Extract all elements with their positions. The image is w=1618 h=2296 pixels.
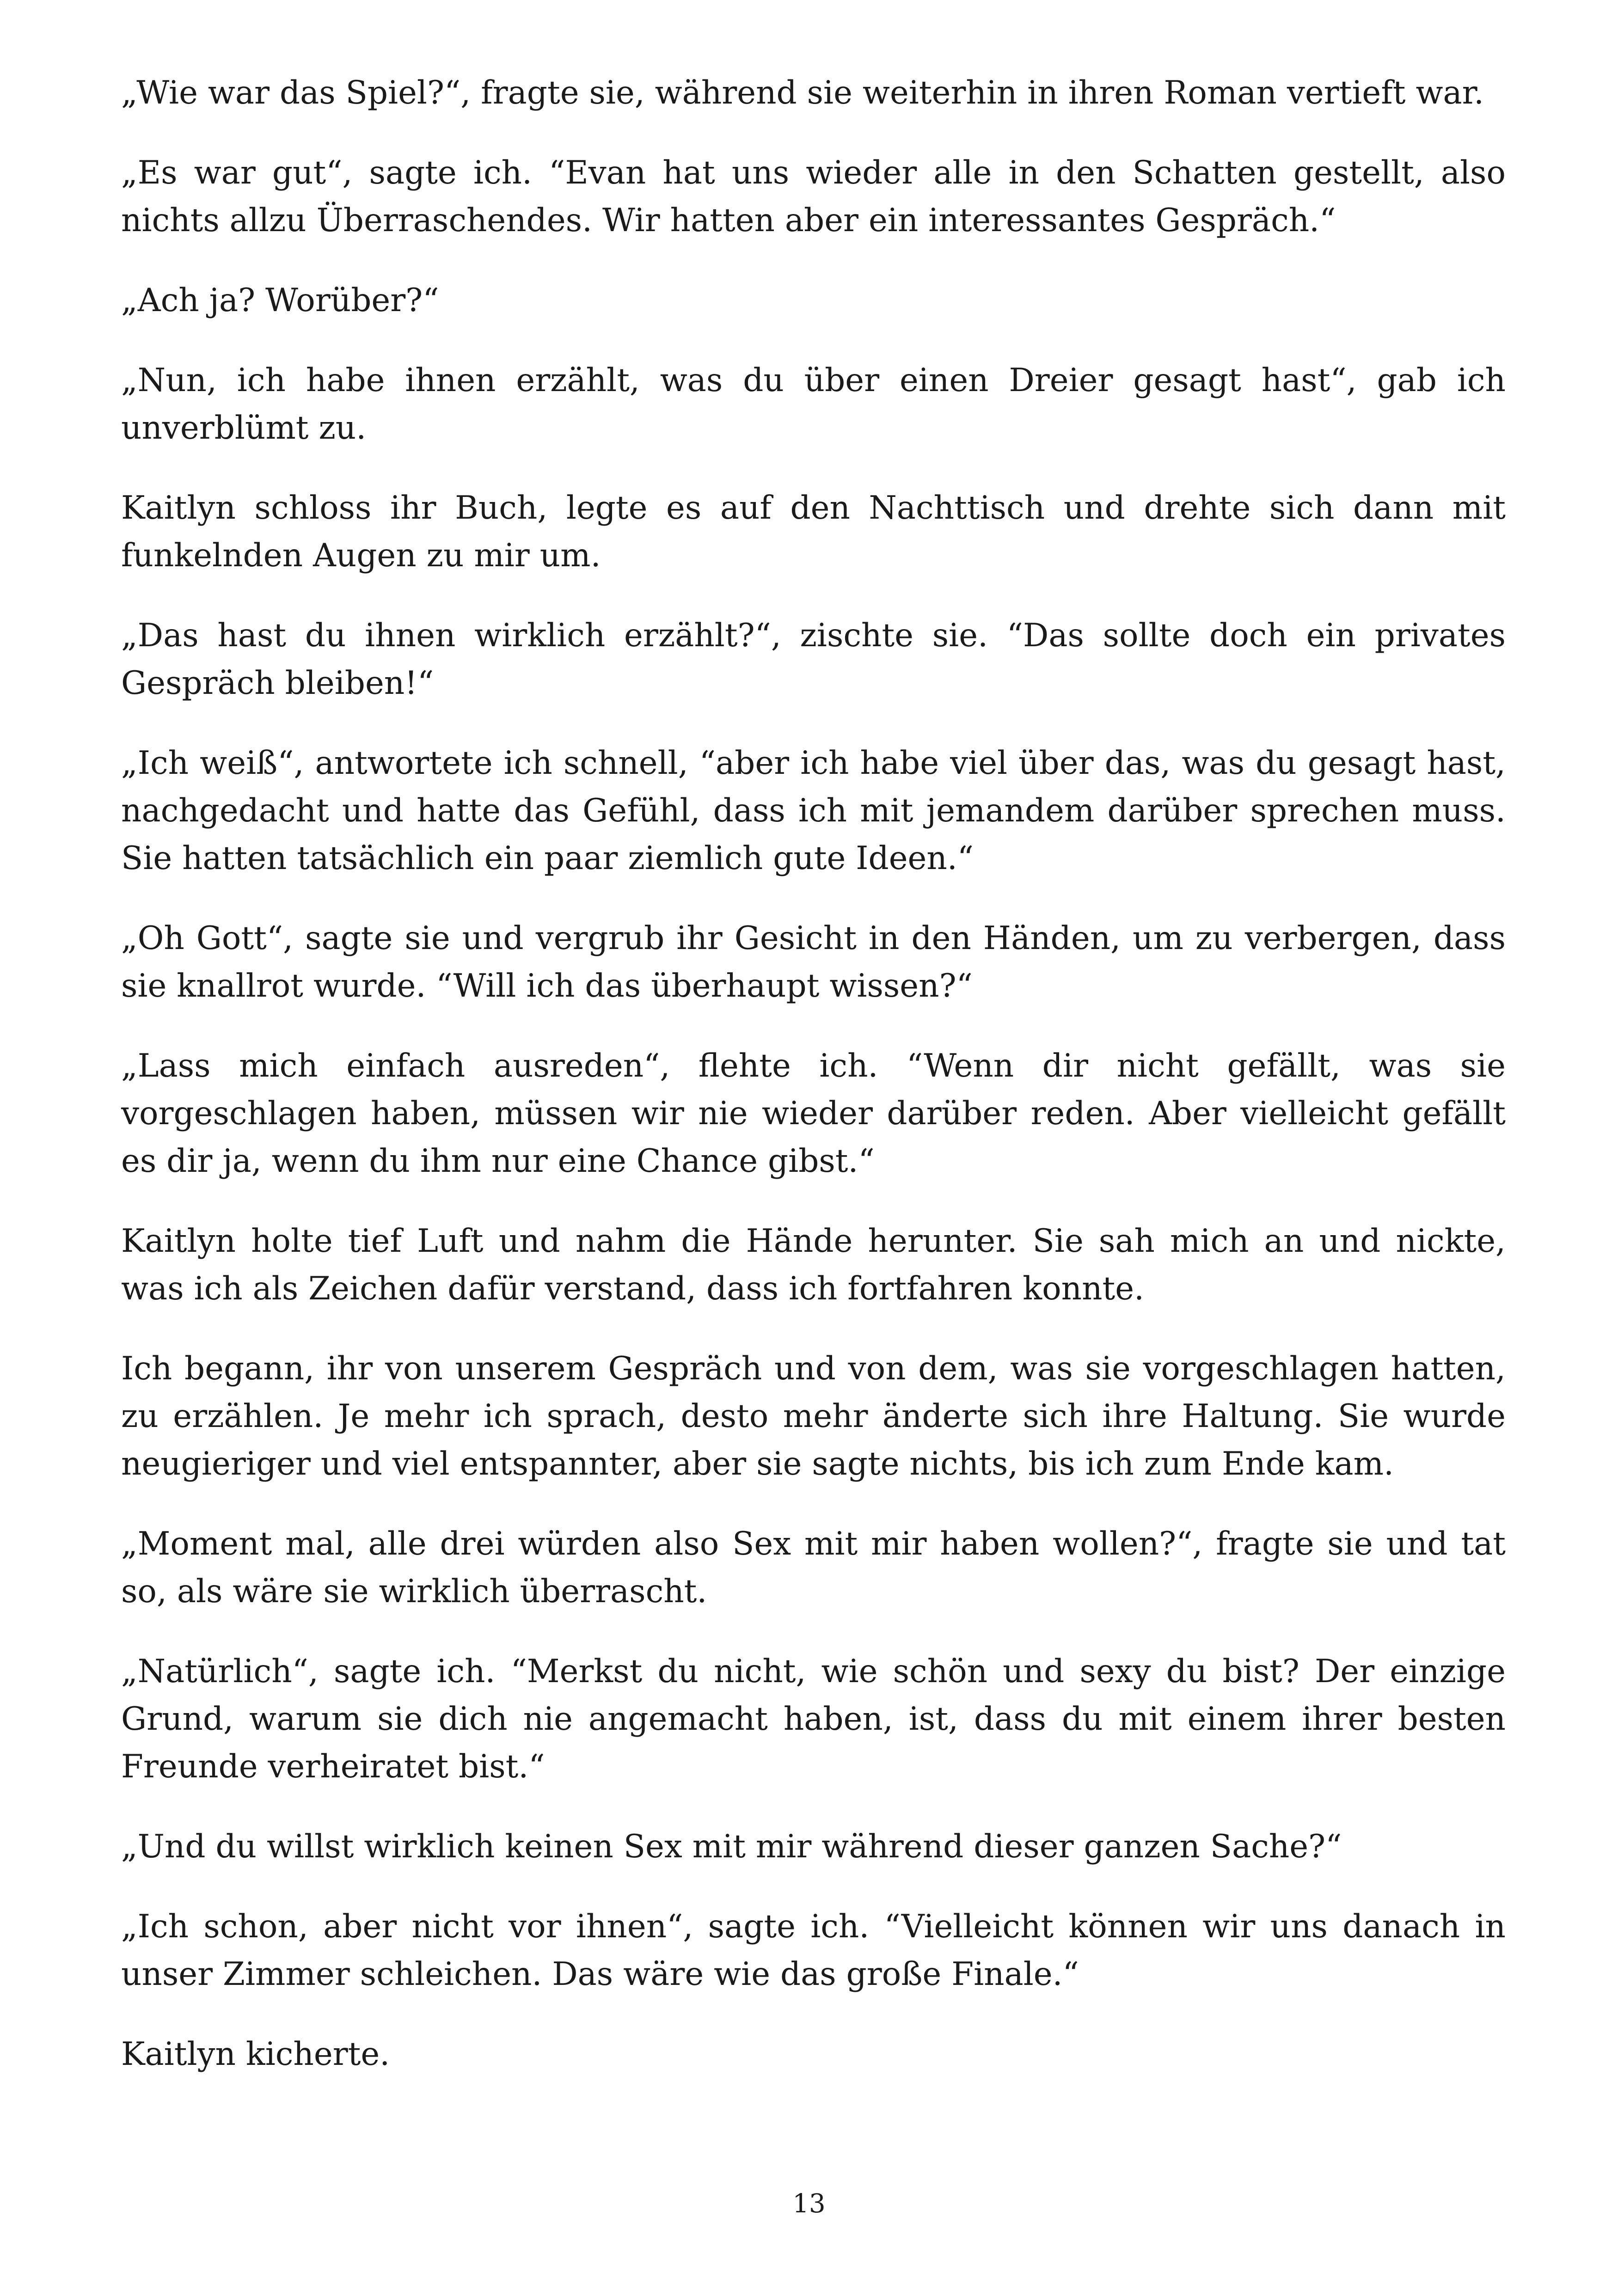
paragraph: „Wie war das Spiel?“, fragte sie, während sie weiterhin in ihren Roman vertieft war. bbox=[121, 74, 1484, 111]
paragraph: Ich begann, ihr von unserem Gespräch und von dem, was sie vorgeschlagen hatten, zu erzählen. Je mehr ich sprach, desto mehr änderte sich ihre Haltung. Sie wurde neugieriger und viel entspannter, aber sie sagte nichts, bis ich zum Ende kam. bbox=[121, 1350, 1506, 1482]
paragraph: „Und du willst wirklich keinen Sex mit mir während dieser ganzen Sache?“ bbox=[121, 1828, 1342, 1865]
paragraph: „Ach ja? Worüber?“ bbox=[121, 282, 439, 319]
page-number: 13 bbox=[792, 2189, 826, 2219]
paragraph: „Ich weiß“, antwortete ich schnell, “aber ich habe viel über das, was du gesagt hast, nachgedacht und hatte das Gefühl, dass ich mit jemandem darüber sprechen muss. Sie hatten tatsächlich ein paar ziemlich gute Ideen.“ bbox=[121, 745, 1506, 877]
paragraph: „Natürlich“, sagte ich. “Merkst du nicht, wie schön und sexy du bist? Der einzige Grund, warum sie dich nie angemacht haben, ist, dass du mit einem ihrer besten Freunde verheiratet bist.“ bbox=[121, 1653, 1506, 1785]
paragraph: „Nun, ich habe ihnen erzählt, was du über einen Dreier gesagt hast“, gab ich unverblümt zu. bbox=[121, 362, 1506, 447]
paragraph: „Lass mich einfach ausreden“, flehte ich. “Wenn dir nicht gefällt, was sie vorgeschlagen haben, müssen wir nie wieder darüber reden. Aber vielleicht gefällt es dir ja, wenn du ihm nur eine Chance gibst.“ bbox=[121, 1047, 1506, 1180]
paragraph: „Oh Gott“, sagte sie und vergrub ihr Gesicht in den Händen, um zu verbergen, dass sie knallrot wurde. “Will ich das überhaupt wissen?“ bbox=[121, 920, 1506, 1004]
paragraph: „Es war gut“, sagte ich. “Evan hat uns wieder alle in den Schatten gestellt, also nichts allzu Überraschendes. Wir hatten aber ein interessantes Gespräch.“ bbox=[121, 154, 1506, 239]
paragraph: „Ich schon, aber nicht vor ihnen“, sagte ich. “Vielleicht können wir uns danach in unser Zimmer schleichen. Das wäre wie das große Finale.“ bbox=[121, 1908, 1506, 1993]
paragraph: Kaitlyn kicherte. bbox=[121, 2036, 390, 2073]
paragraph: „Moment mal, alle drei würden also Sex mit mir haben wollen?“, fragte sie und tat so, als wäre sie wirklich überrascht. bbox=[121, 1525, 1506, 1610]
paragraph: Kaitlyn schloss ihr Buch, legte es auf den Nachttisch und drehte sich dann mit funkelnden Augen zu mir um. bbox=[121, 490, 1506, 574]
paragraph: „Das hast du ihnen wirklich erzählt?“, zischte sie. “Das sollte doch ein privates Gespräch bleiben!“ bbox=[121, 617, 1506, 702]
body-text bbox=[121, 69, 1506, 2111]
paragraph: Kaitlyn holte tief Luft und nahm die Hände herunter. Sie sah mich an und nickte, was ich als Zeichen dafür verstand, dass ich fortfahren konnte. bbox=[121, 1223, 1506, 1307]
